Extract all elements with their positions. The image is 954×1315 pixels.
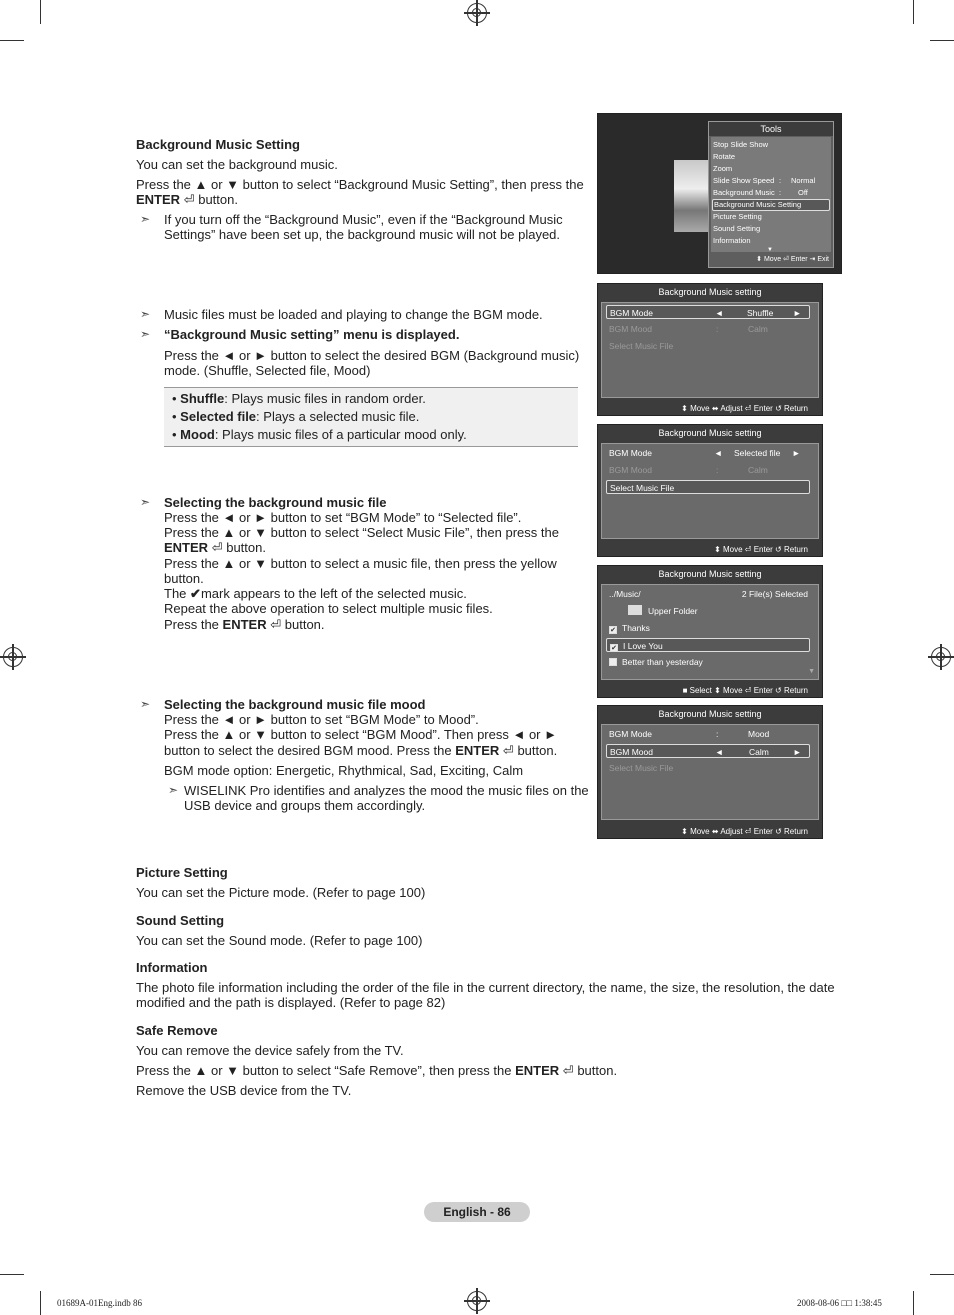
paragraph: Press the ◄ or ► button to set “BGM Mode” to Mood”. — [164, 712, 479, 727]
option-item: • Shuffle: Plays music files in random order. — [172, 391, 426, 406]
note: WISELINK Pro identifies and analyzes the mood the music files on the — [184, 783, 589, 798]
crop-mark — [40, 0, 41, 24]
note: USB device and groups them accordingly. — [184, 798, 426, 813]
path-row: ../Music/ 2 File(s) Selected — [609, 589, 808, 599]
paragraph: Press the ◄ or ► button to select the desired BGM (Background music) — [164, 348, 580, 363]
bgm-mood-row[interactable]: BGM Mood ◄ Calm ► — [606, 744, 810, 758]
screen-title: Background Music setting — [658, 428, 762, 438]
note: Settings” have been set up, the background music will not be played. — [164, 227, 561, 242]
bgm-screen-selected-file — [597, 424, 823, 557]
print-footer-right: 2008-08-06 □□ 1:38:45 — [797, 1298, 882, 1308]
screen-panel — [601, 584, 819, 680]
option-item: • Mood: Plays music files of a particular mood only. — [172, 427, 467, 442]
tools-item[interactable]: Picture Setting — [713, 212, 762, 221]
paragraph: Press the ▲ or ▼ button to select “BGM Mood”. Then press ◄ or ► — [164, 727, 557, 742]
tools-item[interactable]: Information — [713, 236, 751, 245]
paragraph: The ✔mark appears to the left of the selected music. — [164, 586, 467, 601]
tools-title: Tools — [709, 122, 833, 136]
arrow-right-icon: ► — [793, 308, 802, 318]
checkbox-checked-icon: ✔ — [610, 627, 616, 634]
screen-footer: ⬍ Move ⏎ Enter ↺ Return — [714, 545, 808, 554]
tools-menu — [708, 121, 834, 268]
note-arrow-icon: ➣ — [168, 783, 179, 797]
screen-footer: ■ Select ⬍ Move ⏎ Enter ↺ Return — [682, 686, 808, 695]
bgm-screen-mood — [597, 705, 823, 839]
tools-list — [711, 137, 831, 252]
enter-icon: ⏎ — [502, 743, 514, 758]
bgm-mode-row[interactable]: BGM Mode ◄ Selected file ► — [609, 448, 801, 458]
bgm-mood-row[interactable]: BGM Mood : Calm — [609, 324, 768, 334]
paragraph: mode. (Shuffle, Selected file, Mood) — [164, 363, 371, 378]
tools-item[interactable]: Slide Show Speed : Normal — [713, 176, 816, 185]
tools-item-selected[interactable]: Background Music Setting — [712, 199, 830, 211]
select-music-file-row[interactable]: Select Music File — [609, 763, 674, 773]
select-music-file-row[interactable]: Select Music File — [606, 480, 810, 494]
screen-panel — [601, 302, 819, 398]
screen-title: Background Music setting — [658, 287, 762, 297]
scroll-down-icon: ▼ — [767, 247, 773, 253]
arrow-left-icon: ◄ — [714, 448, 723, 458]
note-arrow-icon: ➣ — [140, 307, 151, 321]
paragraph: You can set the Sound mode. (Refer to page 100) — [136, 933, 423, 948]
select-music-file-row[interactable]: Select Music File — [609, 341, 674, 351]
tools-item[interactable]: Sound Setting — [713, 224, 761, 233]
arrow-right-icon: ► — [792, 448, 801, 458]
bgm-screen-shuffle — [597, 283, 823, 416]
tools-item[interactable]: Stop Slide Show — [713, 140, 769, 149]
note-heading: “Background Music setting” menu is displayed. — [164, 327, 460, 342]
upper-folder-row[interactable]: Upper Folder — [606, 604, 810, 618]
screen-title: Background Music setting — [658, 709, 762, 719]
enter-icon: ⏎ — [562, 1063, 574, 1078]
screen-footer: ⬍ Move ⬌ Adjust ⏎ Enter ↺ Return — [681, 404, 808, 413]
paragraph: The photo file information including the order of the file in the current directory, the name, the size, the resolution, the date — [136, 980, 835, 995]
paragraph: Press the ▲ or ▼ button to select a music file, then press the yellow — [164, 556, 557, 571]
checkmark-icon: ✔ — [190, 586, 201, 601]
bgm-screen-file-list — [597, 565, 823, 698]
note-heading: Selecting the background music file — [164, 495, 387, 510]
section-title: Information — [136, 960, 208, 975]
bgm-mode-row[interactable]: BGM Mode : Mood — [609, 729, 770, 739]
paragraph: Press the ▲ or ▼ button to select “Safe Remove”, then press the ENTER ⏎ button. — [136, 1063, 618, 1078]
paragraph: Press the ▲ or ▼ button to select “Background Music Setting”, then press the — [136, 177, 584, 192]
crop-mark — [930, 40, 954, 41]
note-arrow-icon: ➣ — [140, 697, 151, 711]
tools-footer: ⬍ Move ⏎ Enter ⇥ Exit — [756, 256, 829, 263]
note: Music files must be loaded and playing to change the BGM mode. — [164, 307, 543, 322]
bgm-mood-row[interactable]: BGM Mood : Calm — [609, 465, 768, 475]
enter-icon: ⏎ — [183, 192, 195, 207]
paragraph: button. — [164, 571, 204, 586]
crop-mark — [0, 1274, 24, 1275]
paragraph: ENTER ⏎ button. — [136, 192, 238, 207]
registration-mark-icon — [467, 1291, 487, 1311]
paragraph: Press the ▲ or ▼ button to select “Select Music File”, then press the — [164, 525, 559, 540]
section-title: Sound Setting — [136, 913, 225, 928]
file-row-selected[interactable]: ✔ I Love You — [606, 638, 810, 652]
paragraph: Repeat the above operation to select multiple music files. — [164, 601, 493, 616]
paragraph: Press the ENTER ⏎ button. — [164, 617, 325, 632]
note: If you turn off the “Background Music”, even if the “Background Music — [164, 212, 563, 227]
tools-screen — [597, 113, 842, 274]
tools-item[interactable]: Zoom — [713, 164, 733, 173]
arrow-left-icon: ◄ — [715, 747, 724, 757]
paragraph: Press the ◄ or ► button to set “BGM Mode” to “Selected file”. — [164, 510, 522, 525]
note-arrow-icon: ➣ — [140, 495, 151, 509]
crop-mark — [0, 40, 24, 41]
registration-mark-icon — [3, 647, 23, 667]
section-title: Background Music Setting — [136, 137, 300, 152]
enter-icon: ⏎ — [270, 617, 282, 632]
crop-mark — [913, 0, 914, 24]
print-footer-left: 01689A-01Eng.indb 86 — [57, 1298, 142, 1308]
crop-mark — [930, 1274, 954, 1275]
paragraph: BGM mode option: Energetic, Rhythmical, Sad, Exciting, Calm — [164, 763, 524, 778]
arrow-left-icon: ◄ — [715, 308, 724, 318]
options-box — [164, 387, 578, 447]
paragraph: You can set the background music. — [136, 157, 338, 172]
registration-mark-icon — [467, 3, 487, 23]
screen-title: Background Music setting — [658, 569, 762, 579]
paragraph: You can set the Picture mode. (Refer to page 100) — [136, 885, 426, 900]
screen-panel — [601, 443, 819, 539]
note-heading: Selecting the background music file mood — [164, 697, 426, 712]
registration-mark-icon — [931, 647, 951, 667]
option-item: • Selected file: Plays a selected music file. — [172, 409, 420, 424]
page-number-badge: English - 86 — [424, 1202, 530, 1222]
enter-icon: ⏎ — [211, 540, 223, 555]
crop-mark — [40, 1291, 41, 1315]
section-title: Picture Setting — [136, 865, 228, 880]
file-row[interactable]: Better than yesterday — [606, 655, 810, 669]
paragraph: button to select the desired BGM mood. Press the ENTER ⏎ button. — [164, 743, 558, 758]
paragraph: ENTER ⏎ button. — [164, 540, 266, 555]
arrow-right-icon: ► — [793, 747, 802, 757]
section-title: Safe Remove — [136, 1023, 218, 1038]
scroll-down-icon: ▼ — [808, 668, 815, 675]
note-arrow-icon: ➣ — [140, 212, 151, 226]
screen-panel — [601, 724, 819, 820]
tools-item[interactable]: Background Music : Off — [713, 188, 808, 197]
note-arrow-icon: ➣ — [140, 327, 151, 341]
file-row[interactable]: ✔ Thanks — [610, 623, 650, 634]
checkbox-checked-icon: ✔ — [611, 645, 617, 652]
checkbox-icon — [609, 658, 617, 666]
paragraph: You can remove the device safely from the TV. — [136, 1043, 404, 1058]
tools-item[interactable]: Rotate — [713, 152, 736, 161]
paragraph: Remove the USB device from the TV. — [136, 1083, 352, 1098]
paragraph: modified and the path is displayed. (Refer to page 82) — [136, 995, 446, 1010]
screen-footer: ⬍ Move ⬌ Adjust ⏎ Enter ↺ Return — [681, 827, 808, 836]
bgm-mode-row[interactable]: BGM Mode ◄ Shuffle ► — [606, 305, 810, 319]
folder-icon — [628, 605, 642, 615]
crop-mark — [913, 1291, 914, 1315]
